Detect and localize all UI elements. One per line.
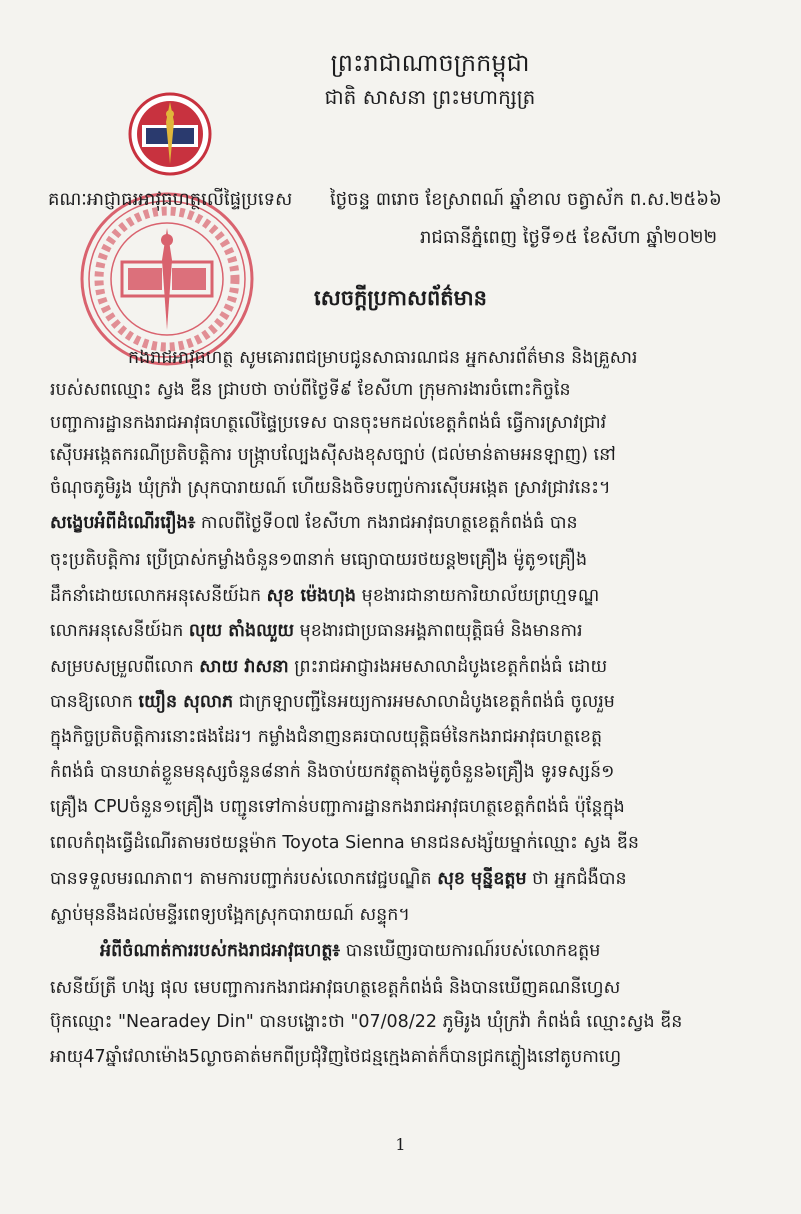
body-text: ថា អ្នកជំងឺបាន [526, 869, 627, 889]
body-text: បានទទួលមរណភាព។ តាមការបញ្ជាក់របស់លោកវេជ្ជបណ្ឌិត [50, 869, 438, 889]
body-line [50, 866, 627, 892]
bold-text: សង្ខេបអំពីដំណើររឿង៖ [50, 513, 196, 533]
body-line [50, 583, 599, 609]
body-text: សម្របសម្រួលពីលោក [50, 657, 200, 677]
body-text: ប៊ុកឈ្មោះ "Nearadey Din" បានបង្ហោះថា "07/08/22 ភូមិរូង ឃុំក្រវ៉ា កំពង់ធំ ឈ្មោះស្វង ឌីន [50, 1012, 683, 1032]
body-text: ចុះប្រតិបត្តិការ ប្រើប្រាស់កម្លាំងចំនួន១៣នាក់ មធ្យោបាយរថយន្ត២គ្រឿង ម៉ូតូ១គ្រឿង [50, 550, 588, 570]
body-line [50, 902, 410, 928]
body-line [50, 975, 620, 1001]
body-text: ចំណុចភូមិរូង ឃុំក្រវ៉ា ស្រុកបារាយណ៍ ហើយនិងចិទបញ្ចប់ការស៊ើបអង្កេត ស្រាវជ្រាវនេះ។ [50, 478, 611, 498]
body-line [100, 938, 600, 964]
body-text: បានឃើញរបាយការណ៍របស់លោកឧត្តម [340, 941, 601, 961]
bold-text: សាយ វាសនា [199, 657, 289, 677]
body-line [50, 794, 625, 820]
body-text: បញ្ជាការដ្ឋានកងរាជអាវុធហត្ថលើផ្ទៃប្រទេស បានចុះមកដល់ខេត្តកំពង់ធំ ធ្វើការស្រាវជ្រាវ [50, 413, 607, 433]
body-text: ស្លាប់មុននឹងដល់មន្ទីរពេទ្យបង្អែកស្រុកបារាយណ៍ សន្ទុក។ [50, 905, 410, 925]
body-text: កងរាជអាវុធហត្ថ សូមគោរពជម្រាបជូនសាធារណជន អ្នកសារព័ត៌មាន និងគ្រួសារ [128, 348, 638, 368]
bold-text: សុខ មុន្នីឧត្តម [437, 869, 527, 889]
body-line [50, 830, 639, 856]
body-text: អាយុ47ឆ្នាំវេលាម៉ោង5ល្ងាចគាត់មកពីប្រជុំវិញថៃជន្មក្មេងគាត់ក៏បានជ្រកភ្លៀងនៅតូបកាហ្វេ [50, 1047, 622, 1067]
body-line [50, 442, 616, 468]
kingdom-title: ព្រះរាជាណាចក្រកម្ពុជា [330, 49, 530, 77]
body-text: ស៊ើបអង្កេតករណីប្រតិបត្តិការ បង្រ្កាបល្បែងស៊ីសងខុសច្បាប់ (ជល់មាន់តាមអនឡាញ) នៅ [50, 445, 616, 465]
body-text: ជាក្រឡាបញ្ជីនៃអយ្យការអមសាលាដំបូងខេត្តកំពង់ធំ ចូលរួម [233, 692, 615, 712]
body-line [50, 689, 615, 715]
body-text: សេនីយ៍ត្រី ហង្ស ផុល មេបញ្ជាការកងរាជអាវុធហត្ថខេត្តកំពង់ធំ និងបានឃើញគណនីហ្វេស [50, 978, 621, 998]
body-line [50, 724, 602, 750]
body-line [50, 377, 571, 403]
body-text: មុខងារជានាយការិយាល័យព្រហ្មទណ្ឌ [356, 586, 600, 606]
official-seal [78, 190, 256, 368]
body-line [50, 1009, 682, 1035]
body-line [50, 618, 583, 644]
body-text: កំពង់ធំ បានឃាត់ខ្លួនមនុស្សចំនួន៨នាក់ និងចាប់យកវត្ថុតាងម៉ូតូចំនួន៦គ្រឿង ទូរទស្សន៍១ [50, 762, 615, 782]
national-motto: ជាតិ សាសនា ព្រះមហាក្សត្រ [324, 85, 536, 109]
body-line [50, 410, 606, 436]
body-line [50, 475, 611, 501]
page-number: 1 [395, 1135, 406, 1154]
body-line [50, 654, 607, 680]
bold-text: លុយ តាំងឈួយ [188, 621, 295, 641]
body-text: ក្នុងកិច្ចប្រតិបត្តិការនោះផងដែរ។ កម្លាំងជំនាញនគរបាលយុត្តិធម៌នៃកងរាជអាវុធហត្ថខេត្ត [50, 727, 603, 747]
body-line [50, 759, 614, 785]
body-line [50, 510, 578, 536]
issuing-agency: គណៈអាជ្ញាធរអាវុធហត្ថលើផ្ទៃប្រទេស [48, 189, 293, 210]
body-text: មុខងារជាប្រធានអង្គភាពយុត្តិធម៌ និងមានការ [294, 621, 583, 641]
body-text: ព្រះរាជអាជ្ញារងអមសាលាដំបូងខេត្តកំពង់ធំ ដោយ [288, 657, 608, 677]
gendarmerie-logo [128, 92, 212, 176]
solar-date: រាជធានីភ្នំពេញ ថ្ងៃទី១៥ ខែសីហា ឆ្នាំ២០២២ [420, 227, 718, 248]
body-text: លោកអនុសេនីយ៍ឯក [50, 621, 189, 641]
press-release-title: សេចក្តីប្រកាសព័ត៌មាន [314, 286, 487, 310]
body-text: កាលពីថ្ងៃទី០៧ ខែសីហា កងរាជអាវុធហត្ថខេត្តកំពង់ធំ បាន [195, 513, 578, 533]
bold-text: អំពីចំណាត់ការរបស់កងរាជអាវុធហត្ថ៖ [100, 941, 341, 961]
bold-text: យឿន សុលាភ [138, 692, 234, 712]
body-text: បានឱ្យលោក [50, 692, 139, 712]
body-text: គ្រឿង CPUចំនួន១គ្រឿង បញ្ជូនទៅកាន់បញ្ជាការដ្ឋានកងរាជអាវុធហត្ថខេត្តកំពង់ធំ ប៉ុន្តែក្នុង [50, 797, 625, 817]
lunar-date: ថ្ងៃចន្ទ ៣រោច ខែស្រាពណ៍ ឆ្នាំខាល ចត្វាស័ក ព.ស.២៥៦៦ [330, 189, 722, 210]
body-line [50, 547, 587, 573]
body-text: ពេលកំពុងធ្វើដំណើរតាមរថយន្តម៉ាក Toyota Sienna មានជនសង្ស័យម្នាក់ឈ្មោះ ស្វង ឌីន [50, 833, 639, 853]
body-text: ដឹកនាំដោយលោកអនុសេនីយ៍ឯក [50, 586, 267, 606]
body-text: របស់សពឈ្មោះ ស្វង ឌីន ជ្រាបថា ចាប់ពីថ្ងៃទី៩ ខែសីហា ក្រុមការងារចំពោះកិច្ចនៃ [50, 380, 571, 400]
body-line [50, 1044, 621, 1070]
bold-text: សុខ ម៉េងហុង [266, 586, 357, 606]
body-line [128, 345, 637, 371]
